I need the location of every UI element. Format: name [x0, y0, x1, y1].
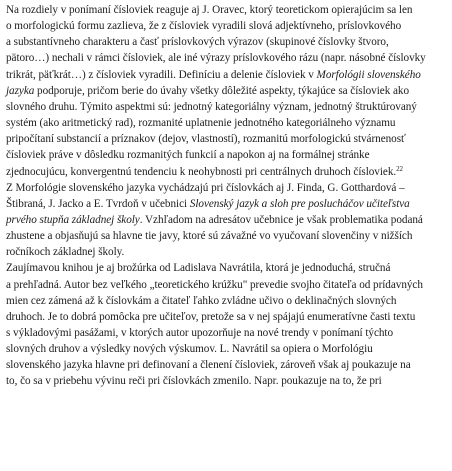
text-line: [6, 310, 415, 324]
footnote-ref: 22: [396, 164, 404, 173]
text-run: to, čo sa v priebehu vývinu reči pri číslovkách zmenilo. Napr. poukazuje na to, že pri: [6, 375, 382, 388]
italic-text: Morfológii slovenského: [316, 68, 421, 81]
text-line: [6, 51, 426, 65]
text-run: zhustene a objasňujú sa hlavne tie javy, ktoré sú závažné vo vyučovaní slovenčiny v nižších: [6, 230, 413, 243]
italic-text: Slovenský jazyk a sloh pre poslucháčov učiteľstva: [189, 197, 410, 210]
text-run: podporuje, pričom berie do úvahy všetky dôležité aspekty, týkajúce sa čísloviek ako: [34, 84, 409, 97]
text-line: [6, 342, 373, 356]
text-line: [6, 374, 382, 388]
text-line: [6, 35, 389, 49]
text-run: slovného druhu. Týmito aspektmi sú: jednotný kategoriálny význam, jednotný štruktúrovaný: [6, 100, 417, 113]
italic-text: jazyka: [6, 84, 35, 97]
text-run: ročníkoch základnej školy.: [6, 246, 125, 259]
text-line: [6, 100, 417, 114]
text-line: [6, 181, 405, 195]
text-run: slovenského jazyka hlavne pri definovaní a členení čísloviek, zároveň však aj poukazuje na: [6, 359, 411, 372]
text-line: [6, 197, 410, 211]
text-run: Štibraná, J. Jacko a E. Tvrdoň v učebnici: [6, 197, 190, 210]
text-line: [6, 116, 395, 130]
text-line: [6, 68, 421, 82]
text-line: [6, 229, 412, 243]
text-run: pätoro…) nechali v rámci čísloviek, ale iné výrazy príslovkového rázu (napr. násobné číslovky: [6, 52, 426, 65]
text-run: slovných druhov a výsledky nových výskumov. L. Navrátil sa opiera o Morfológiu: [6, 343, 373, 356]
italic-text: prvého stupňa základnej školy: [6, 213, 140, 226]
text-run: zjednocujúcu, konvergentnú tendenciu k neohybnosti pri centrálnych druhoch čísloviek.: [6, 165, 397, 178]
text-run: a prehľadná. Autor bez veľkého „teoretického krúžku" prevedie svojho čitateľa od prídavných: [6, 278, 423, 291]
text-run: Zaujímavou knihou je aj brožúrka od Ladislava Navrátila, ktorá je jednoduchá, stručná: [6, 262, 391, 275]
text-line: [6, 261, 390, 275]
text-run: Na rozdiely v ponímaní čísloviek reaguje aj J. Oravec, ktorý teoretickom opierajúcim sa len: [6, 4, 413, 16]
text-run: mien cez zámená až k číslovkám a čitateľ ľahko zvládne učivo o deklinačných slovných: [6, 294, 397, 307]
text-line: [6, 245, 124, 259]
text-run: druhoch. Je to dobrá pomôcka pre učiteľov, pretože sa v nej spájajú enumeratívne časti textu: [6, 310, 416, 323]
text-line: [6, 278, 423, 292]
text-line: [6, 84, 409, 98]
text-run: čísloviek práve v dôsledku rozmanitých funkcií a napokon aj na formálnej stránke: [6, 149, 370, 162]
text-line: [6, 132, 406, 146]
text-line: [6, 148, 370, 162]
text-run: s výkladovými pasážami, v ktorých autor upozorňuje na nové trendy v ponímaní týchto: [6, 327, 394, 339]
text-run: Z Morfológie slovenského jazyka vychádzajú pri číslovkách aj J. Finda, G. Gotthardová –: [6, 181, 405, 194]
text-run: o morfologickú formu zazlieva, že z čísloviek vyradili slová adjektívneho, príslovkového: [6, 20, 402, 33]
text-run: systém (ako aritmetický rad), rozmanité uplatnenie jednotného kategoriálneho významu: [6, 117, 396, 130]
text-run: . Vzhľadom na adresátov učebnice je však problematika podaná: [139, 213, 423, 226]
text-run: a substantívneho charakteru a časť príslovkových výrazov (skupinové číslovky štvoro,: [6, 36, 389, 49]
text-line: [6, 326, 393, 340]
text-line: [6, 3, 412, 17]
text-line: [6, 19, 401, 33]
text-run: trikrát, päťkrát…) z čísloviek vyradili. Definíciu a delenie čísloviek v: [6, 68, 317, 81]
text-run: pripočítaní substancií a príznakov (dejov, vlastností), rozmanitú morfologickú stvárnenosť: [6, 133, 406, 146]
text-line: [6, 213, 423, 227]
text-line: [6, 358, 411, 372]
text-line: [6, 294, 396, 308]
text-line: [6, 165, 403, 179]
